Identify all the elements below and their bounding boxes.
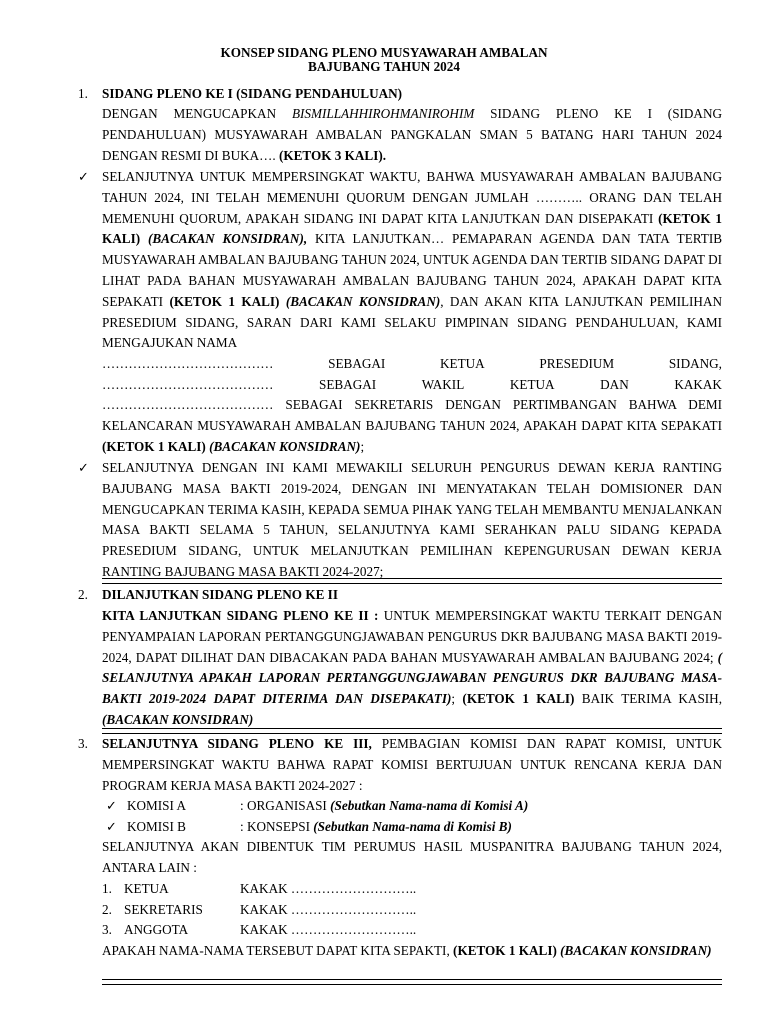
text: KETUA (509, 377, 555, 392)
text: PRESEDIUM (539, 356, 615, 371)
text: (BACAKAN KONSIDRAN) (285, 293, 441, 309)
text: (KETOK 1 KALI) (169, 293, 280, 309)
komisi-value (240, 796, 528, 816)
text: (BACAKAN KONSIDRAN), (147, 231, 308, 247)
section1-domisioner-paragraph: SELANJUTNYA DENGAN INI KAMI MEWAKILI SELURUH PENGURUS DEWAN KERJA RANTING BAJUBANG MASA BAKTI 2019-2024, DENGAN INI MENYATAKAN TELAH DOMISIONER DAN MENGUCAPKAN TERIMA KASIH, KEPADA SEMUA PIHAK YANG TELAH MEMBANTU MENJALANKAN MASA BAKTI SELAMA 5 TAHUN, SELANJUTNYA KAMI SERAHKAN PALU SIDANG KEPADA PRESEDIUM SIDANG, UNTUK MELANJUTKAN PEMILIHAN KEPENGURUSAN DEWAN KERJA RANTING BAJUBANG MASA BAKTI 2024-2027; (102, 460, 722, 579)
check-icon: ✓ (78, 460, 89, 475)
text: (BACAKAN KONSIDRAN) (209, 438, 361, 454)
komisi-name: KOMISI B (127, 819, 186, 834)
komisi-name: KOMISI A (127, 798, 186, 813)
presidium-chair-line (102, 354, 722, 374)
tim-role: KETUA (124, 881, 169, 896)
tim-number: 2. (102, 902, 112, 917)
text: SEBAGAI (328, 356, 386, 371)
text: SEBAGAI (319, 377, 377, 392)
text: (Sebutkan Nama-nama di Komisi A) (330, 798, 529, 813)
tim-role: SEKRETARIS (124, 902, 203, 917)
text: ………………………………… (102, 377, 274, 392)
text: ( SELANJUTNYA APAKAH LAPORAN PERTANGGUNGJAWABAN PENGURUS DKR BAJUBANG MASA-BAKTI 2019-2024 DAPAT DITERIMA DAN DISEPAKATI) (102, 649, 722, 707)
text: SIDANG, (668, 356, 722, 371)
text: (KETOK 1 KALI) (462, 691, 575, 707)
tim-number: 1. (102, 881, 112, 896)
text: ………………………………… SEBAGAI SEKRETARIS DENGAN PERTIMBANGAN BAHWA DEMI KELANCARAN MUSYAWARAH AMBALAN BAJUBANG TAHUN 2024, APAKAH DAPAT KITA SEPAKATI (102, 397, 722, 433)
section3-intro-paragraph (102, 734, 722, 796)
text: DENGAN MENGUCAPKAN (102, 106, 292, 121)
text: (BACAKAN KONSIDRAN) (102, 711, 254, 727)
check-icon: ✓ (106, 819, 118, 834)
tim-name: KAKAK ……………………….. (240, 922, 417, 937)
text: (KETOK 1 KALI) (453, 943, 557, 958)
text: BAIK TERIMA KASIH, (574, 691, 722, 707)
text: DAN (600, 377, 629, 392)
text: ; (360, 438, 365, 454)
text: SIDANG PLENO KE I (SIDANG PENDAHULUAN) MUSYAWARAH AMBALAN PANGKALAN SMAN 5 BATANG HARI TAHUN 2024 DENGAN RESMI DI BUKA…. (102, 106, 723, 163)
text: PEMBAGIAN KOMISI DAN RAPAT KOMISI, UNTUK MEMPERSINGKAT WAKTU BAHWA RAPAT KOMISI BERTUJUAN UNTUK RENCANA KERJA DAN PROGRAM KERJA MASA BAKTI 2024-2027 : (102, 736, 722, 793)
section1-heading: SIDANG PLENO KE I (SIDANG PENDAHULUAN) (102, 86, 403, 101)
text: (KETOK 3 KALI). (278, 147, 387, 163)
section3-tim-perumus-paragraph: SELANJUTNYA AKAN DIBENTUK TIM PERUMUS HASIL MUSPANITRA BAJUBANG TAHUN 2024, ANTARA LAIN : (102, 839, 722, 875)
document-title-line2: BAJUBANG TAHUN 2024 (308, 59, 460, 74)
section1-number: 1. (78, 86, 88, 101)
section2-heading: DILANJUTKAN SIDANG PLENO KE II (102, 587, 338, 602)
section3-number: 3. (78, 736, 88, 751)
text: BISMILLAHHIROHMANIROHIM (291, 106, 475, 121)
text: : ORGANISASI (240, 798, 331, 813)
text: SELANJUTNYA UNTUK MEMPERSINGKAT WAKTU, BAHWA MUSYAWARAH AMBALAN BAJUBANG TAHUN 2024, INI TELAH MEMENUHI QUORUM DENGAN JUMLAH ……….. ORANG DAN TELAH MEMENUHI QUORUM, APAKAH SIDANG INI DAPAT KITA LANJUTKAN DAN DISEPAKATI (102, 169, 722, 226)
section1-quorum-paragraph (102, 167, 722, 354)
text (140, 231, 148, 246)
tim-role: ANGGOTA (124, 922, 189, 937)
komisi-value (240, 817, 512, 837)
check-icon: ✓ (106, 798, 118, 813)
text: (KETOK 1 KALI) (102, 438, 206, 454)
tim-name: KAKAK ……………………….. (240, 902, 417, 917)
section3-closing-paragraph (102, 941, 722, 962)
tim-number: 3. (102, 922, 112, 937)
text: SELANJUTNYA SIDANG PLENO KE III, (102, 736, 372, 751)
text: WAKIL (421, 377, 465, 392)
tim-name: KAKAK ……………………….. (240, 881, 417, 896)
text: ; (451, 691, 463, 707)
text: : KONSEPSI (240, 819, 314, 834)
section2-number: 2. (78, 587, 88, 602)
text: (KETOK 1 KALI) (102, 210, 722, 247)
section-divider (102, 578, 722, 584)
text: KITA LANJUTKAN… PEMAPARAN AGENDA DAN TATA TERTIB MUSYAWARAH AMBALAN BAJUBANG TAHUN 2024, UNTUK AGENDA DAN TERTIB SIDANG DAPAT DI LIHAT PADA BAHAN MUSYAWARAH AMBALAN BAJUBANG TAHUN 2024, APAKAH DAPAT KITA SEPAKATI (102, 231, 723, 309)
text: , DAN AKAN KITA LANJUTKAN PEMILIHAN PRESEDIUM SIDANG, SARAN DARI KAMI SELAKU PIMPINAN SIDANG PENDAHULUAN, KAMI MENGAJUKAN NAMA (102, 293, 723, 351)
text: KETUA (440, 356, 485, 371)
section-divider (102, 979, 722, 985)
text: (BACAKAN KONSIDRAN) (560, 943, 712, 958)
text: ………………………………… (102, 356, 274, 371)
presidium-secretary-paragraph (102, 395, 722, 457)
text: UNTUK MEMPERSINGKAT WAKTU TERKAIT DENGAN PENYAMPAIAN LAPORAN PERTANGGUNGJAWABAN PENGURUS DKR BAJUBANG MASA BAKTI 2019-2024, DAPAT DILIHAT DAN DIBACAKAN PADA BAHAN MUSYAWARAH AMBALAN BAJUBANG 2024; (102, 608, 722, 665)
document-title-line1: KONSEP SIDANG PLENO MUSYAWARAH AMBALAN (220, 45, 548, 60)
text: (Sebutkan Nama-nama di Komisi B) (313, 819, 512, 834)
text: APAKAH NAMA-NAMA TERSEBUT DAPAT KITA SEPAKTI, (102, 943, 454, 958)
presidium-vice-chair-line (102, 375, 722, 395)
text: KITA LANJUTKAN SIDANG PLENO KE II : (102, 608, 379, 623)
section2-paragraph (102, 606, 722, 731)
text: KAKAK (674, 377, 722, 392)
check-icon: ✓ (78, 169, 89, 184)
section1-opening-paragraph (102, 104, 722, 166)
